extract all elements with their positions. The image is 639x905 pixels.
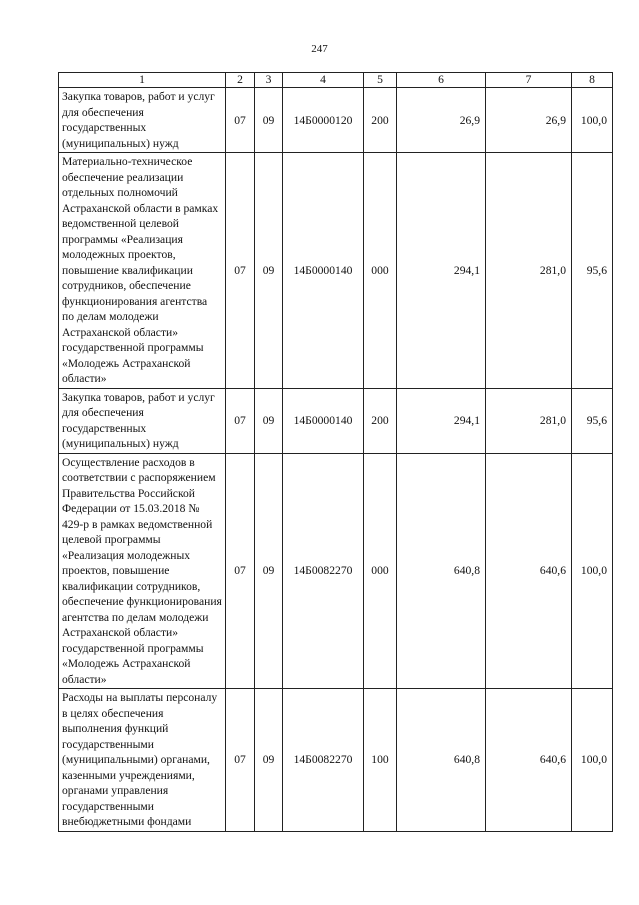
- section-code: 07: [226, 388, 255, 453]
- expense-type-code: 200: [364, 388, 397, 453]
- planned-amount: 640,8: [397, 689, 486, 832]
- column-header: 6: [397, 73, 486, 88]
- expense-type-code: 000: [364, 453, 397, 689]
- column-header: 2: [226, 73, 255, 88]
- subsection-code: 09: [255, 689, 283, 832]
- executed-amount: 26,9: [486, 88, 572, 153]
- row-description: Расходы на выплаты персоналу в целях обеспечения выполнения функций государственными (муниципальными) органами, казенными учреждениями, органами управления государственными внебюджетными фондами: [59, 689, 226, 832]
- target-article-code: 14Б0000140: [283, 153, 364, 389]
- column-header: 1: [59, 73, 226, 88]
- executed-amount: 281,0: [486, 388, 572, 453]
- column-header: 4: [283, 73, 364, 88]
- subsection-code: 09: [255, 88, 283, 153]
- planned-amount: 26,9: [397, 88, 486, 153]
- section-code: 07: [226, 153, 255, 389]
- table-row: [59, 689, 613, 832]
- column-header: 8: [572, 73, 613, 88]
- target-article-code: 14Б0000120: [283, 88, 364, 153]
- execution-percent: 100,0: [572, 88, 613, 153]
- planned-amount: 294,1: [397, 153, 486, 389]
- expense-type-code: 200: [364, 88, 397, 153]
- table-row: [59, 153, 613, 389]
- section-code: 07: [226, 689, 255, 832]
- expense-type-code: 100: [364, 689, 397, 832]
- header-row: [59, 73, 613, 88]
- page-number: 247: [311, 43, 328, 55]
- row-description: Закупка товаров, работ и услуг для обеспечения государственных (муниципальных) нужд: [59, 88, 226, 153]
- expense-type-code: 000: [364, 153, 397, 389]
- table-row: [59, 453, 613, 689]
- section-code: 07: [226, 88, 255, 153]
- column-header: 3: [255, 73, 283, 88]
- execution-percent: 95,6: [572, 388, 613, 453]
- executed-amount: 281,0: [486, 153, 572, 389]
- execution-percent: 100,0: [572, 453, 613, 689]
- column-header: 7: [486, 73, 572, 88]
- target-article-code: 14Б0000140: [283, 388, 364, 453]
- row-description: Материально-техническое обеспечение реализации отдельных полномочий Астраханской области в рамках ведомственной целевой программы «Реализация молодежных проектов, повышение квалификации сотрудников, обеспечение функционирования агентства по делам молодежи Астраханской области» государственной программы «Молодежь Астраханской области»: [59, 153, 226, 389]
- table-row: [59, 88, 613, 153]
- subsection-code: 09: [255, 453, 283, 689]
- planned-amount: 294,1: [397, 388, 486, 453]
- budget-table: [58, 72, 613, 832]
- row-description: Осуществление расходов в соответствии с распоряжением Правительства Российской Федерации от 15.03.2018 № 429-р в рамках ведомственной целевой программы «Реализация молодежных проектов, повышение квалификации сотрудников, обеспечение функционирования агентства по делам молодежи Астраханской области» государственной программы «Молодежь Астраханской области»: [59, 453, 226, 689]
- table-row: [59, 388, 613, 453]
- section-code: 07: [226, 453, 255, 689]
- execution-percent: 100,0: [572, 689, 613, 832]
- row-description: Закупка товаров, работ и услуг для обеспечения государственных (муниципальных) нужд: [59, 388, 226, 453]
- target-article-code: 14Б0082270: [283, 453, 364, 689]
- executed-amount: 640,6: [486, 689, 572, 832]
- planned-amount: 640,8: [397, 453, 486, 689]
- execution-percent: 95,6: [572, 153, 613, 389]
- executed-amount: 640,6: [486, 453, 572, 689]
- subsection-code: 09: [255, 153, 283, 389]
- column-header: 5: [364, 73, 397, 88]
- subsection-code: 09: [255, 388, 283, 453]
- target-article-code: 14Б0082270: [283, 689, 364, 832]
